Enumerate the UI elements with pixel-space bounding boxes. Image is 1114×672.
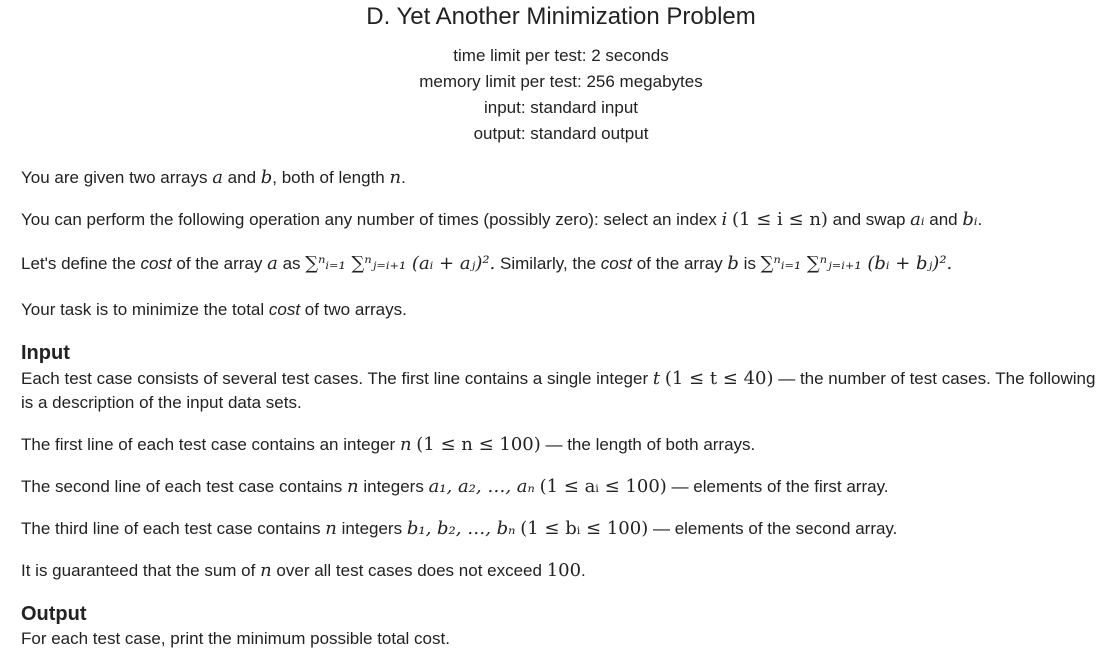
var-ai: aᵢ [910,209,925,230]
sum-limit: 100 [546,560,582,581]
cost-formula-b: ∑ⁿᵢ₌₁ ∑ⁿⱼ₌ᵢ₊₁ (bᵢ + bⱼ)². [760,253,953,274]
constraint-bi: (1 ≤ bᵢ ≤ 100) [520,518,649,539]
text: and [924,210,963,229]
text: , both of length [272,168,390,187]
cost-formula-a: ∑ⁿᵢ₌₁ ∑ⁿⱼ₌ᵢ₊₁ (aᵢ + aⱼ)². [305,253,496,274]
text: of the array [171,254,268,273]
text: The third line of each test case contains [21,519,326,538]
input-paragraph-3 [21,475,1096,499]
text: Let's define the [21,254,141,273]
text: You can perform the following operation any number of times (possibly zero): select an index [21,210,722,229]
var-b: b [727,253,739,274]
time-limit: time limit per test: 2 seconds [453,46,669,65]
output-section-title: Output [21,603,87,625]
input-paragraph-2 [21,433,1096,457]
var-i: i [721,209,728,230]
var-bi: bᵢ [962,209,978,230]
input-section-title: Input [21,342,70,364]
input-paragraph-1 [21,367,1096,415]
text: — the length of both arrays. [540,435,756,454]
text: — the number of test cases. The following is a description of the input data sets. [21,369,1096,412]
text: and swap [827,210,911,229]
statement-paragraph-1 [21,166,1096,190]
text: It is guaranteed that the sum of [21,561,261,580]
var-a: a [267,253,278,274]
text: over all test cases does not exceed [271,561,547,580]
text: integers [358,477,429,496]
constraint-ai: (1 ≤ aᵢ ≤ 100) [539,476,667,497]
constraint-n: (1 ≤ n ≤ 100) [416,434,541,455]
constraint-t: (1 ≤ t ≤ 40) [664,368,774,389]
text: Your task is to minimize the total [21,300,269,319]
text: . [401,168,406,187]
cost-term: cost [140,254,172,273]
cost-term: cost [268,300,301,319]
input-paragraph-4 [21,517,1096,541]
statement-paragraph-2 [21,208,1096,232]
var-a: a [212,167,223,188]
text: — elements of the first array. [666,477,889,496]
text: — elements of the second array. [648,519,898,538]
var-b: b [260,167,273,188]
sequence-b: b₁, b₂, …, bₙ [406,518,516,539]
var-n: n [399,434,412,455]
text: The second line of each test case contains [21,477,348,496]
text: and [222,168,261,187]
sequence-a: a₁, a₂, …, aₙ [428,476,535,497]
text: . [977,210,983,229]
text: Each test case consists of several test cases. The first line contains a single integer [21,369,653,388]
output-paragraph-1: For each test case, print the minimum possible total cost. [21,629,450,648]
var-n: n [325,518,337,539]
input-spec: input: standard input [483,98,639,117]
cost-term: cost [600,254,632,273]
memory-limit: memory limit per test: 256 megabytes [419,72,703,91]
text: as [277,254,306,273]
constraint-i: (1 ≤ i ≤ n) [732,209,828,230]
text: You are given two arrays [21,168,213,187]
text: The first line of each test case contains an integer [21,435,400,454]
text: of two arrays. [300,300,407,319]
var-n: n [260,560,272,581]
statement-paragraph-3 [21,252,1096,276]
var-n: n [389,167,402,188]
input-paragraph-5 [21,559,1096,583]
text: . [581,561,586,580]
output-spec: output: standard output [473,124,649,143]
text: integers [336,519,407,538]
text: is [738,254,761,273]
var-n: n [347,476,359,497]
text: of the array [631,254,728,273]
text: Similarly, the [495,254,601,273]
var-t: t [652,368,661,389]
statement-paragraph-4 [21,298,1096,322]
problem-title: D. Yet Another Minimization Problem [366,3,756,30]
